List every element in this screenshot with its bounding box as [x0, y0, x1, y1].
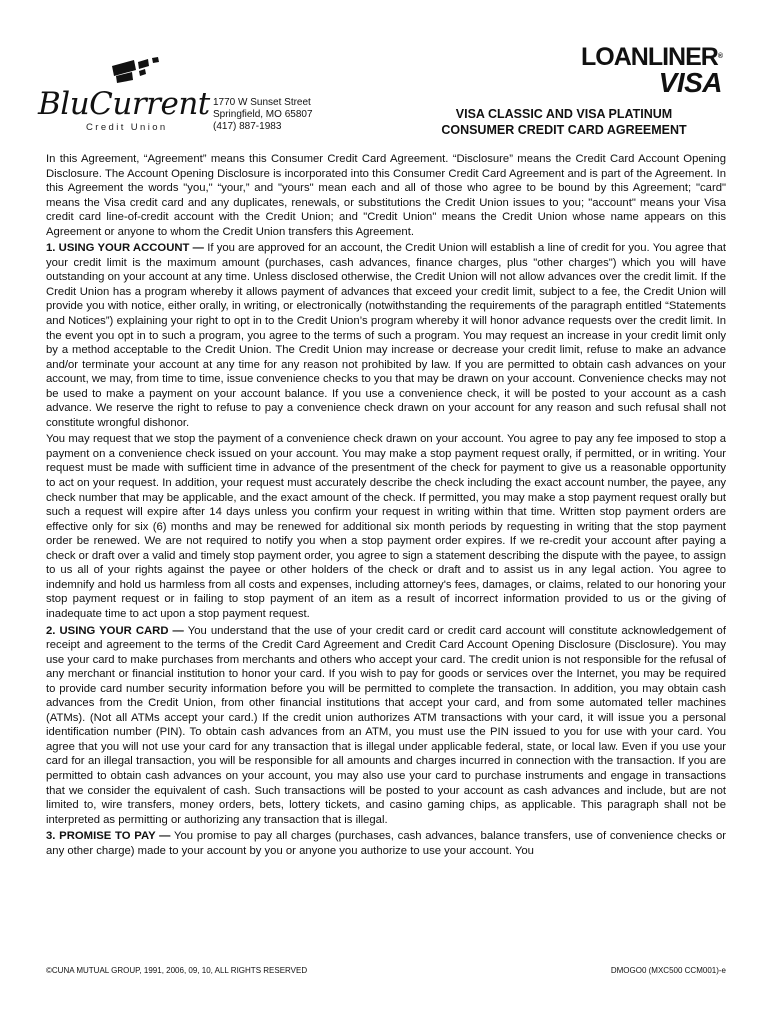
section-using-your-account	[46, 241, 726, 430]
intro-paragraph: In this Agreement, “Agreement” means this Consumer Credit Card Agreement. “Disclosure” means the Credit Card Account Opening Disclosure. The Account Opening Disclosure is incorporated into this Consumer Credit Card Agreement and is part of the Agreement. In this Agreement the words "you," “your,” and "yours" mean each and all of those who agree to be bound by this Agreement; "card" means the Visa credit card and any duplicates, renewals, or substitutions the Credit Union issues to you; "account" means your Visa credit card line-of-credit account with the Credit Union; and "Credit Union" means the Credit Union whose name appears on this Agreement or anyone to whom the Credit Union transfers this Agreement.	[46, 153, 726, 238]
section-text: If you are approved for an account, the Credit Union will establish a line of credit for you. You agree that your credit limit is the maximum amount (purchases, cash advances, finance charges, plus "other charges") which you will have outstanding on your account at any time. Unless disclosed otherwise, the Credit Union will not allow advances over the credit limit. If the Credit Union has a program whereby it allows payment of advances that exceed your credit limit, subject to a fee, the Credit Union will provide you with notice, either orally, in writing, or electronically (notwithstanding the requirements of the paragraph entitled “Statements and Notices”) explaining your right to opt in to the Credit Union’s program whereby it will honor advance requests over the credit limit. In the event you opt in to such a program, you agree to the terms of such a program. You may request an increase in your credit limit only by a method acceptable to the Credit Union. The Credit Union may increase or decrease your credit limit, refuse to make an advance and/or terminate your account at any time for any reason not prohibited by law. If you are permitted to obtain cash advances on your account, we may, from time to time, issue convenience checks to you that may be drawn on your account. Convenience checks may not be used to make a payment on your account balance. If you use a convenience check, it will be posted to your account as a cash advance. We reserve the right to refuse to pay a convenience check drawn on your account for any reason and such refusal shall not constitute wrongful dishonor.	[46, 242, 727, 429]
section-heading: 3. PROMISE TO PAY —	[46, 830, 171, 843]
logo-mark-icon	[108, 56, 168, 86]
section-text: You understand that the use of your credit card or credit card account will constitute acknowledgement of receipt and agreement to the terms of the Credit Card Agreement and Credit Card Account Opening Disclosure (Disclosure). You may use your card to make purchases from merchants and others who accept your card. The credit union is not responsible for the refusal of any merchant or financial institution to honor your card. If you wish to pay for goods or services over the Internet, you may be required to provide card number security information before you will be permitted to complete the transaction. In addition, you may obtain cash advances from the Credit Union, from other financial institutions that accept your card, and from some automated teller machines (ATMs). (Not all ATMs accept your card.) If the credit union authorizes ATM transactions with your card, it will issue you a personal identification number (PIN). To obtain cash advances from an ATM, you must use the PIN issued to you for use with your card. You agree that you will not use your card for any transaction that is illegal under applicable federal, state, or local law. Even if you use your card for an illegal transaction, you will be responsible for all amounts and charges incurred in connection with the transaction. If you are permitted to obtain cash advances on your account, you may also use your card to purchase instruments and engage in transactions that we consider the equivalent of cash. Such transactions will be posted to your account as cash advances and include, but are not limited to, wire transfers, money orders, bets, lottery tickets, and casino gaming chips, as applicable. This paragraph shall not be interpreted as permitting or authorizing any transaction that is illegal.	[46, 624, 726, 826]
address-line-2: Springfield, MO 65807	[213, 109, 313, 120]
brand-loanliner: LOANLINER	[581, 43, 718, 71]
credit-union-address	[213, 97, 313, 133]
loanliner-visa-logo: LOANLINER® VISA	[562, 44, 722, 96]
section-stop-payment	[46, 432, 726, 621]
logo-name: BluCurrent	[38, 86, 210, 122]
section-text: You may request that we stop the payment of a convenience check drawn on your account. You agree to pay any fee imposed to stop a payment on a convenience check issued on your account. You may make a stop payment request orally, if permitted, or in writing. Your request must be made with sufficient time in advance of the presentment of the check for payment to give us a reasonable opportunity to act on your request. In addition, your request must accurately describe the check including the exact account number, the payee, any check number that may be applicable, and the exact amount of the check. If permitted, you may make a stop payment request orally but such a request will expire after 14 days unless you confirm your request in writing within that time. Written stop payment orders are effective only for six (6) months and may be renewed for additional six month periods by requesting in writing that the stop payment order be renewed. We are not required to notify you when a stop payment order expires. If we re-credit your account after paying a check or draft over a valid and timely stop payment order, you agree to sign a statement describing the dispute with the payee, to assign to us all of your rights against the payee or other holders of the check or draft and to assist us in any legal action. You agree to indemnify and hold us harmless from all costs and expenses, including attorney's fees, damages, or claims, related to our honoring your stop payment request or in failing to stop payment of an item as a result of incorrect information provided to us or the giving of inadequate time to act upon a stop payment request.	[46, 433, 726, 620]
section-heading: 1. USING YOUR ACCOUNT —	[46, 242, 204, 255]
brand-visa: VISA	[658, 67, 722, 98]
logo-subtitle: Credit Union	[86, 122, 168, 133]
title-line-2: CONSUMER CREDIT CARD AGREEMENT	[441, 123, 687, 137]
section-promise-to-pay	[46, 829, 726, 858]
form-code: DMOGO0 (MXC500 CCM001)-e	[610, 966, 726, 975]
credit-union-logo	[38, 56, 208, 136]
section-heading: 2. USING YOUR CARD —	[46, 624, 184, 637]
address-line-1: 1770 W Sunset Street	[213, 97, 311, 108]
agreement-body	[46, 152, 726, 860]
section-using-your-card	[46, 624, 726, 828]
copyright-notice: ©CUNA MUTUAL GROUP, 1991, 2006, 09, 10, ALL RIGHTS RESERVED	[46, 966, 308, 975]
section-text: You promise to pay all charges (purchases, cash advances, balance transfers, use of convenience checks or any other charge) made to your account by you or anyone you authorize to use your account. You	[46, 830, 726, 857]
document-title	[404, 106, 724, 138]
phone-number: (417) 887-1983	[213, 121, 282, 132]
title-line-1: VISA CLASSIC AND VISA PLATINUM	[455, 107, 673, 121]
